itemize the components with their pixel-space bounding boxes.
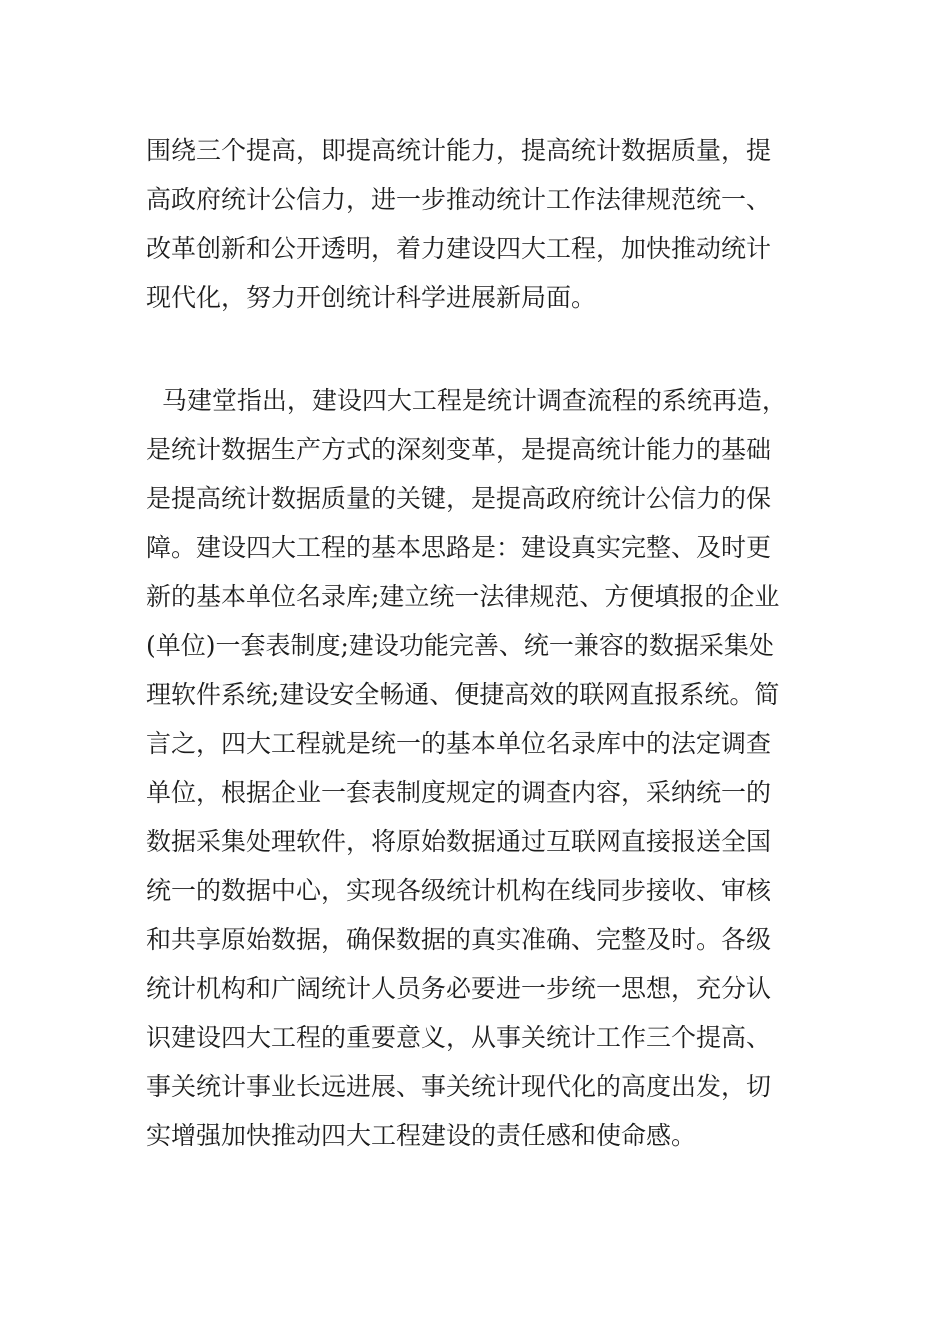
- paragraph-line: 新的基本单位名录库;建立统一法律规范、方便填报的企业: [146, 582, 780, 611]
- paragraph-line: 高政府统计公信力，进一步推动统计工作法律规范统一、: [146, 185, 772, 214]
- paragraph-line: 事关统计事业长远进展、事关统计现代化的高度出发，切: [146, 1072, 772, 1101]
- paragraph-line: 统一的数据中心，实现各级统计机构在线同步接收、审核: [146, 876, 772, 905]
- paragraph-line: 现代化，努力开创统计科学进展新局面。: [146, 283, 597, 312]
- paragraph-line: 马建堂指出，建设四大工程是统计调查流程的系统再造，: [146, 386, 787, 415]
- paragraph-line: 障。建设四大工程的基本思路是：建设真实完整、及时更: [146, 533, 772, 562]
- paragraph-line: 理软件系统;建设安全畅通、便捷高效的联网直报系统。简: [146, 680, 780, 709]
- paragraph-line: 实增强加快推动四大工程建设的责任感和使命感。: [146, 1121, 697, 1150]
- paragraph-1: [146, 126, 816, 322]
- paragraph-line: 是统计数据生产方式的深刻变革，是提高统计能力的基础: [146, 435, 772, 464]
- paragraph-line: 统计机构和广阔统计人员务必要进一步统一思想，充分认: [146, 974, 772, 1003]
- paragraph-line: 是提高统计数据质量的关键，是提高政府统计公信力的保: [146, 484, 772, 513]
- paragraph-line: 识建设四大工程的重要意义，从事关统计工作三个提高、: [146, 1023, 772, 1052]
- paragraph-line: (单位)一套表制度;建设功能完善、统一兼容的数据采集处: [146, 631, 774, 660]
- paragraph-line: 和共享原始数据，确保数据的真实准确、完整及时。各级: [146, 925, 772, 954]
- paragraph-line: 言之，四大工程就是统一的基本单位名录库中的法定调查: [146, 729, 772, 758]
- paragraph-line: 围绕三个提高，即提高统计能力，提高统计数据质量，提: [146, 136, 772, 165]
- paragraph-line: 单位，根据企业一套表制度规定的调查内容，采纳统一的: [146, 778, 772, 807]
- paragraph-line: 改革创新和公开透明，着力建设四大工程，加快推动统计: [146, 234, 772, 263]
- paragraph-2: [146, 376, 816, 1160]
- paragraph-line: 数据采集处理软件，将原始数据通过互联网直接报送全国: [146, 827, 772, 856]
